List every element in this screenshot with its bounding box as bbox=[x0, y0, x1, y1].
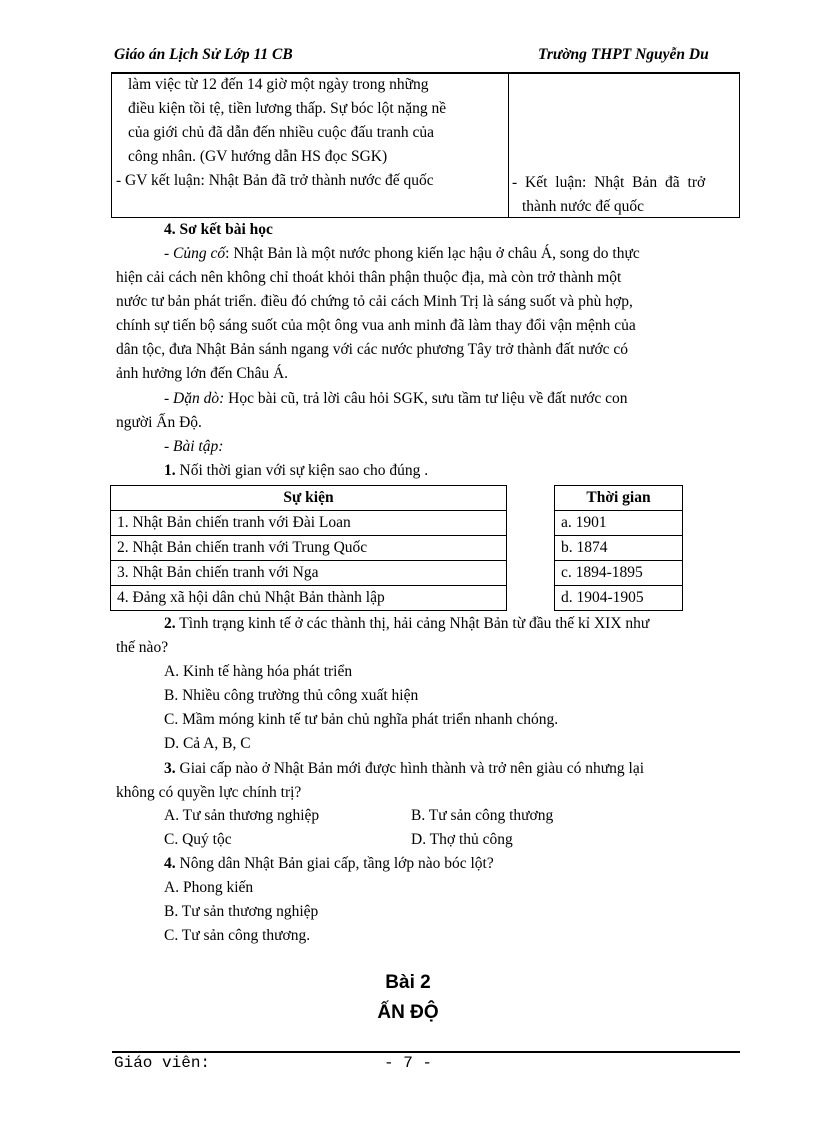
time-cell: b. 1874 bbox=[555, 536, 683, 561]
table-right-line: thành nước đế quốc bbox=[522, 198, 645, 215]
lesson-number: Bài 2 bbox=[385, 972, 431, 993]
times-table bbox=[554, 485, 683, 611]
cung-co-label: - Củng cố bbox=[164, 245, 226, 262]
event-cell: 4. Đảng xã hội dân chủ Nhật Bản thành lập bbox=[111, 586, 507, 611]
option: C. Mầm móng kinh tế tư bản chủ nghĩa phát triển nhanh chóng. bbox=[164, 711, 559, 728]
header-right: Trường THPT Nguyễn Du bbox=[538, 46, 709, 63]
footer-teacher: Giáo viên: bbox=[114, 1054, 211, 1072]
header-left: Giáo án Lịch Sử Lớp 11 CB bbox=[114, 46, 293, 63]
dan-do-paragraph: - Dặn dò: Học bài cũ, trả lời câu hỏi SGK, sưu tầm tư liệu về đất nước con bbox=[164, 390, 628, 407]
event-cell: 1. Nhật Bản chiến tranh với Đài Loan bbox=[111, 511, 507, 536]
time-cell: c. 1894-1895 bbox=[555, 561, 683, 586]
question-line: không có quyền lực chính trị? bbox=[116, 784, 302, 801]
paragraph-line: chính sự tiến bộ sáng suốt của một ông vua anh minh đã làm thay đổi vận mệnh của bbox=[116, 317, 636, 334]
question-4: 4. Nông dân Nhật Bản giai cấp, tầng lớp nào bóc lột? bbox=[164, 855, 494, 872]
paragraph-line: hiện cải cách nên không chỉ thoát khỏi thân phận thuộc địa, mà còn trở thành một bbox=[116, 269, 622, 286]
option: D. Thợ thủ công bbox=[411, 831, 513, 848]
event-cell: 3. Nhật Bản chiến tranh với Nga bbox=[111, 561, 507, 586]
event-cell: 2. Nhật Bản chiến tranh với Trung Quốc bbox=[111, 536, 507, 561]
question-3: 3. Giai cấp nào ở Nhật Bản mới được hình thành và trở nên giàu có nhưng lại bbox=[164, 760, 645, 777]
page-number: - 7 - bbox=[384, 1054, 433, 1072]
table-left-line: công nhân. (GV hướng dẫn HS đọc SGK) bbox=[128, 148, 388, 165]
question-2: 2. Tình trạng kinh tế ở các thành thị, hải cảng Nhật Bản từ đầu thế kỉ XIX như bbox=[164, 615, 650, 632]
option: C. Quý tộc bbox=[164, 831, 232, 848]
footer-rule bbox=[112, 1051, 740, 1053]
table-column-divider bbox=[508, 72, 509, 217]
dan-do-label: - Dặn dò: bbox=[164, 390, 225, 407]
option: B. Nhiều công trường thủ công xuất hiện bbox=[164, 687, 419, 704]
option: A. Tư sản thương nghiệp bbox=[164, 807, 320, 824]
question-line: thế nào? bbox=[116, 639, 169, 656]
events-header: Sự kiện bbox=[111, 486, 507, 511]
events-table bbox=[110, 485, 507, 611]
option: D. Cả A, B, C bbox=[164, 735, 251, 752]
paragraph-line: nước tư bản phát triển. điều đó chứng tỏ cải cách Minh Trị là sáng suốt và phù hợp, bbox=[116, 293, 633, 310]
option: A. Phong kiến bbox=[164, 879, 254, 896]
table-left-line: - GV kết luận: Nhật Bản đã trở thành nước đế quốc bbox=[116, 172, 434, 189]
bai-tap-label: - Bài tập: bbox=[164, 438, 224, 455]
table-left-line: của giới chủ đã dẫn đến nhiều cuộc đấu tranh của bbox=[128, 124, 435, 141]
lesson-name: ẤN ĐỘ bbox=[377, 1002, 439, 1023]
option: B. Tư sản công thương bbox=[411, 807, 554, 824]
paragraph-line: dân tộc, đưa Nhật Bản sánh ngang với các nước phương Tây trở thành đất nước có bbox=[116, 341, 629, 358]
question-1: 1. Nối thời gian với sự kiện sao cho đúng . bbox=[164, 462, 429, 479]
table-left-line: làm việc từ 12 đến 14 giờ một ngày trong những bbox=[128, 76, 429, 93]
paragraph-line: người Ấn Độ. bbox=[116, 414, 202, 431]
lesson-table bbox=[111, 72, 740, 218]
section-heading: 4. Sơ kết bài học bbox=[164, 221, 273, 238]
option: B. Tư sản thương nghiệp bbox=[164, 903, 319, 920]
time-cell: a. 1901 bbox=[555, 511, 683, 536]
times-header: Thời gian bbox=[555, 486, 683, 511]
option: C. Tư sản công thương. bbox=[164, 927, 311, 944]
paragraph-line: ảnh hưởng lớn đến Châu Á. bbox=[116, 365, 289, 382]
option: A. Kinh tế hàng hóa phát triển bbox=[164, 663, 353, 680]
table-left-line: điều kiện tồi tệ, tiền lương thấp. Sự bóc lột nặng nề bbox=[128, 100, 447, 117]
table-right-line: - Kết luận: Nhật Bản đã trở bbox=[512, 174, 706, 191]
cung-co-paragraph: - Củng cố: Nhật Bản là một nước phong kiến lạc hậu ở châu Á, song do thực bbox=[164, 245, 640, 262]
time-cell: d. 1904-1905 bbox=[555, 586, 683, 611]
